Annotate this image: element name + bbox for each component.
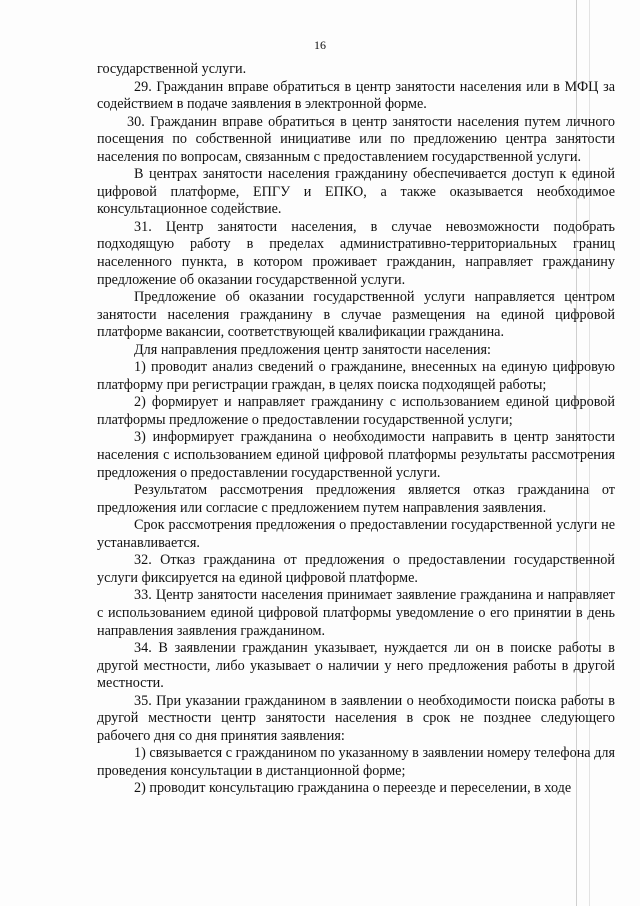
paragraph: 34. В заявлении гражданин указывает, нуждается ли он в поиске работы в другой местности, либо указывает о наличии у него предложения работы в другой местности. — [97, 640, 615, 692]
paragraph: 30. Гражданин вправе обратиться в центр занятости населения путем личного посещения по собственной инициативе или по предложению центра занятости населения по вопросам, связанным с предоставлением государственной услуги. — [97, 113, 615, 165]
paragraph: 32. Отказ гражданина от предложения о предоставлении государственной услуги фиксируется на единой цифровой платформе. — [97, 552, 615, 586]
page-number: 16 — [314, 38, 326, 52]
list-item: 3) информирует гражданина о необходимости направить в центр занятости населения с использованием единой цифровой платформы результаты рассмотрения предложения о предоставлении государственной услуги. — [97, 429, 615, 481]
list-item: 2) проводит консультацию гражданина о переезде и переселении, в ходе — [134, 780, 572, 797]
paragraph: 31. Центр занятости населения, в случае невозможности подобрать подходящую работу в пределах административно-территориальных границ населенного пункта, в котором проживает гражданин, направляет гражданину предложение об оказании государственной услуги. — [97, 218, 615, 288]
list-item: 1) связывается с гражданином по указанному в заявлении номеру телефона для проведения консультации в дистанционной форме; — [97, 745, 615, 779]
document-body — [97, 61, 615, 798]
paragraph: Для направления предложения центр занятости населения: — [134, 341, 491, 358]
paragraph: 33. Центр занятости населения принимает заявление гражданина и направляет с использованием единой цифровой платформы уведомление о его принятии в день направления заявления гражданином. — [97, 587, 615, 639]
paragraph: 35. При указании гражданином в заявлении о необходимости поиска работы в другой местности центр занятости населения в срок не позднее следующего рабочего дня со дня принятия заявления: — [97, 692, 615, 744]
paragraph: Результатом рассмотрения предложения является отказ гражданина от предложения или согласие с предложением путем направления заявления. — [97, 482, 615, 516]
list-item: 1) проводит анализ сведений о гражданине, внесенных на единую цифровую платформу при регистрации граждан, в целях поиска подходящей работы; — [97, 359, 615, 393]
paragraph: Предложение об оказании государственной услуги направляется центром занятости населения гражданину в случае размещения на единой цифровой платформе вакансии, соответствующей квалификации гражданина. — [97, 289, 615, 341]
paragraph: Срок рассмотрения предложения о предоставлении государственной услуги не устанавливается. — [97, 517, 615, 551]
paragraph: государственной услуги. — [97, 61, 247, 77]
paragraph: В центрах занятости населения гражданину обеспечивается доступ к единой цифровой платформе, ЕПГУ и ЕПКО, а также оказывается необходимое консультационное содействие. — [97, 166, 615, 218]
paragraph: 29. Гражданин вправе обратиться в центр занятости населения или в МФЦ за содействием в подаче заявления в электронной форме. — [97, 78, 615, 113]
list-item: 2) формирует и направляет гражданину с использованием единой цифровой платформы предложение о предоставлении государственной услуги; — [97, 394, 615, 428]
